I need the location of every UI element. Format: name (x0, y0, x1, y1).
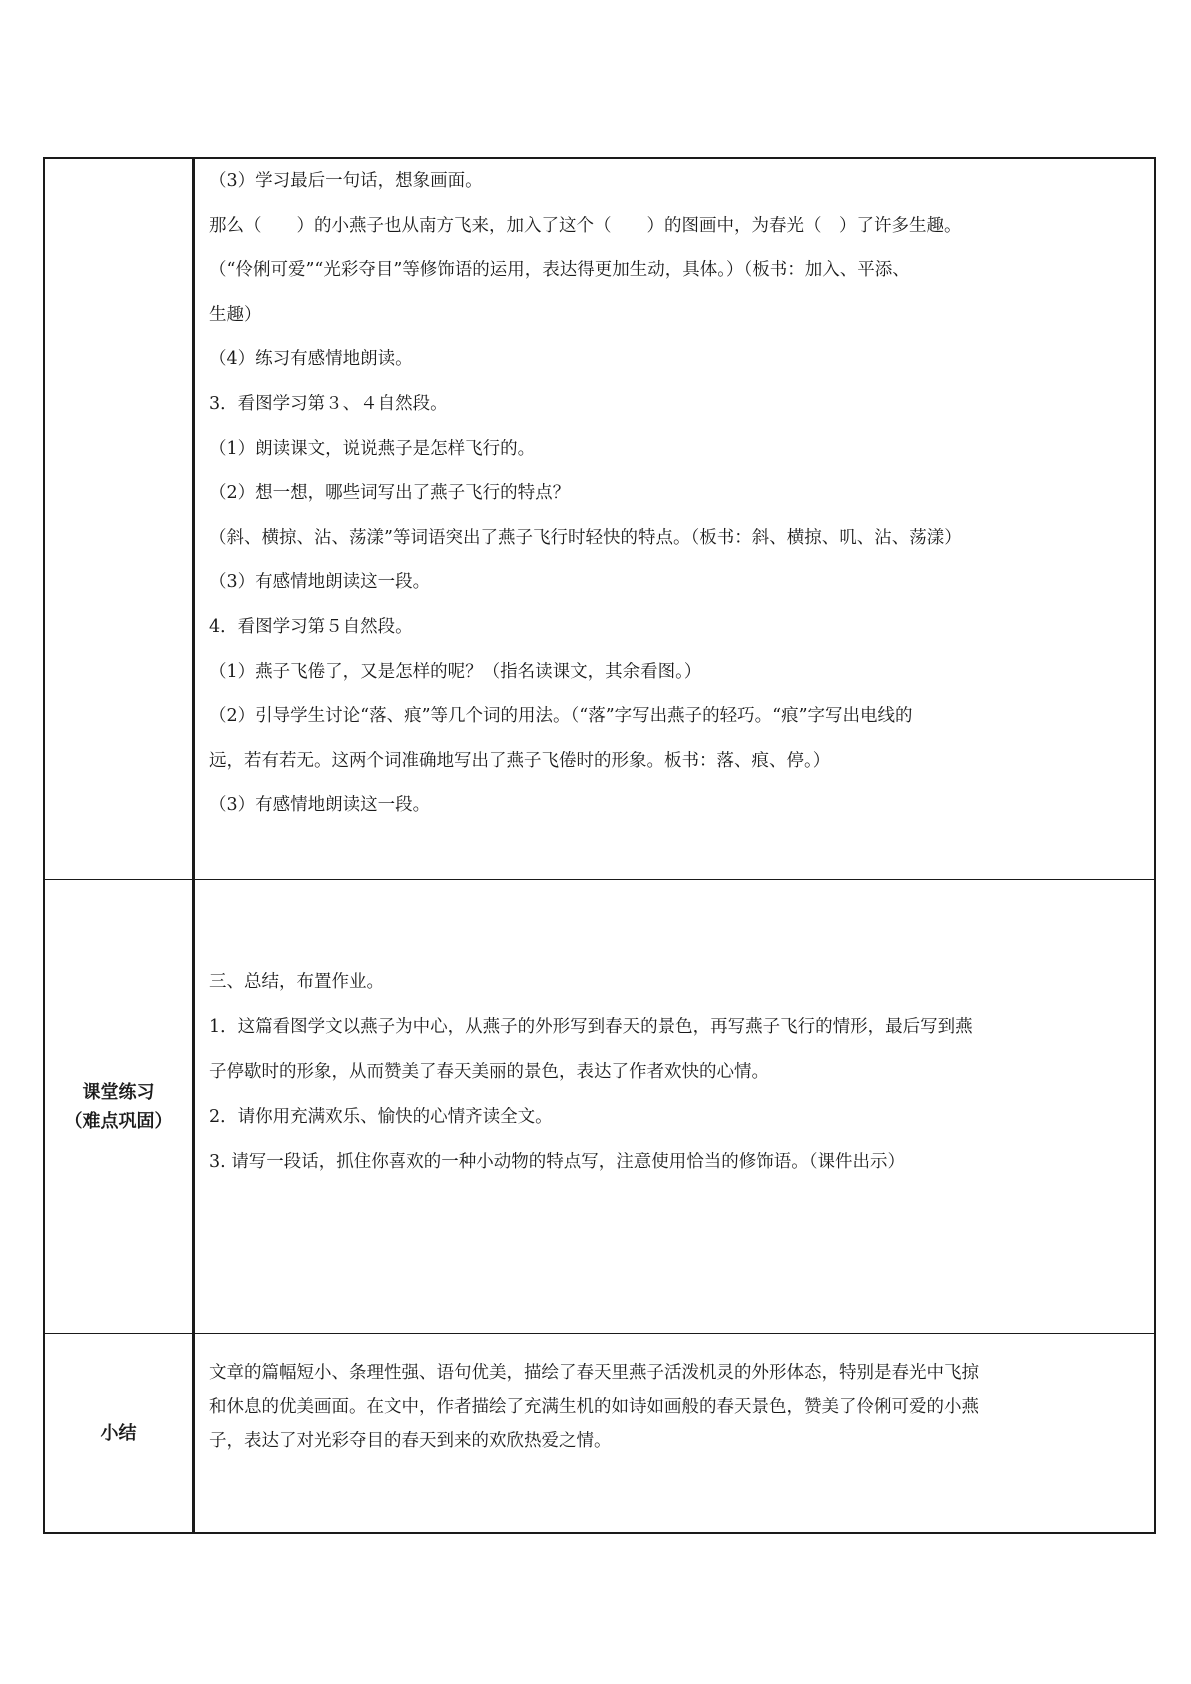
content-line: （斜、横掠、沾、荡漾”等词语突出了燕子飞行时轻快的特点。（板书：斜、横掠、叽、沾、荡漾） (209, 527, 962, 548)
content-line: 4．看图学习第５自然段。 (209, 616, 413, 637)
row-label-title: 小结 (100, 1422, 137, 1444)
content-line: 子，表达了对光彩夺目的春天到来的欢欣热爱之情。 (209, 1431, 612, 1451)
table-row-teaching-process (45, 159, 1154, 879)
content-line: 那么（ ）的小燕子也从南方飞来，加入了这个（ ）的图画中，为春光（ ）了许多生趣。 (209, 215, 962, 236)
content-line: （2）引导学生讨论“落、痕”等几个词的用法。（“落”字写出燕子的轻巧。“痕”字写出电线的 (209, 706, 913, 727)
content-line: （2）想一想，哪些词写出了燕子飞行的特点？ (209, 483, 571, 504)
content-line: 文章的篇幅短小、条理性强、语句优美，描绘了春天里燕子活泼机灵的外形体态，特别是春光中飞掠 (209, 1363, 979, 1383)
content-line: （1）朗读课文，说说燕子是怎样飞行的。 (209, 438, 536, 459)
content-line: 2．请你用充满欢乐、愉快的心情齐读全文。 (209, 1107, 553, 1127)
content-line: （4）练习有感情地朗读。 (209, 349, 413, 370)
content-line: 1．这篇看图学文以燕子为中心，从燕子的外形写到春天的景色，再写燕子飞行的情形，最后写到燕 (209, 1017, 973, 1037)
content-line: 三、总结，布置作业。 (209, 972, 384, 992)
content-line: （3）有感情地朗读这一段。 (209, 795, 431, 816)
content-line: 和休息的优美画面。在文中，作者描绘了充满生机的如诗如画般的春天景色，赞美了伶俐可爱的小燕 (209, 1397, 979, 1417)
lesson-plan-table (43, 157, 1156, 1534)
row-label-cell (45, 880, 195, 1333)
row-content-cell (195, 159, 1154, 879)
row-label-subtitle: （难点巩固） (64, 1110, 173, 1132)
content-line: 3．看图学习第３、４自然段。 (209, 393, 448, 414)
content-line: 子停歇时的形象，从而赞美了春天美丽的景色，表达了作者欢快的心情。 (209, 1062, 769, 1082)
table-row-summary (45, 1333, 1154, 1532)
content-line: （3）有感情地朗读这一段。 (209, 572, 431, 593)
content-line: 生趣） (209, 304, 262, 325)
content-line: （3）学习最后一句话，想象画面。 (209, 171, 483, 191)
table-row-classroom-practice (45, 879, 1154, 1333)
row-label-title: 课堂练习 (82, 1081, 155, 1103)
content-line: 远，若有若无。这两个词准确地写出了燕子飞倦时的形象。板书：落、痕、停。） (209, 750, 831, 771)
row-content-cell (195, 880, 1154, 1333)
content-line: （1）燕子飞倦了，又是怎样的呢？（指名读课文，其余看图。） (209, 661, 702, 682)
row-content-cell (195, 1334, 1154, 1532)
row-label-cell (45, 159, 195, 879)
row-label-cell (45, 1334, 195, 1532)
content-line: （“伶俐可爱”“光彩夺目”等修饰语的运用，表达得更加生动，具体。）（板书：加入、平添、 (209, 260, 910, 281)
content-line: 3. 请写一段话，抓住你喜欢的一种小动物的特点写，注意使用恰当的修饰语。（课件出示） (209, 1152, 906, 1172)
